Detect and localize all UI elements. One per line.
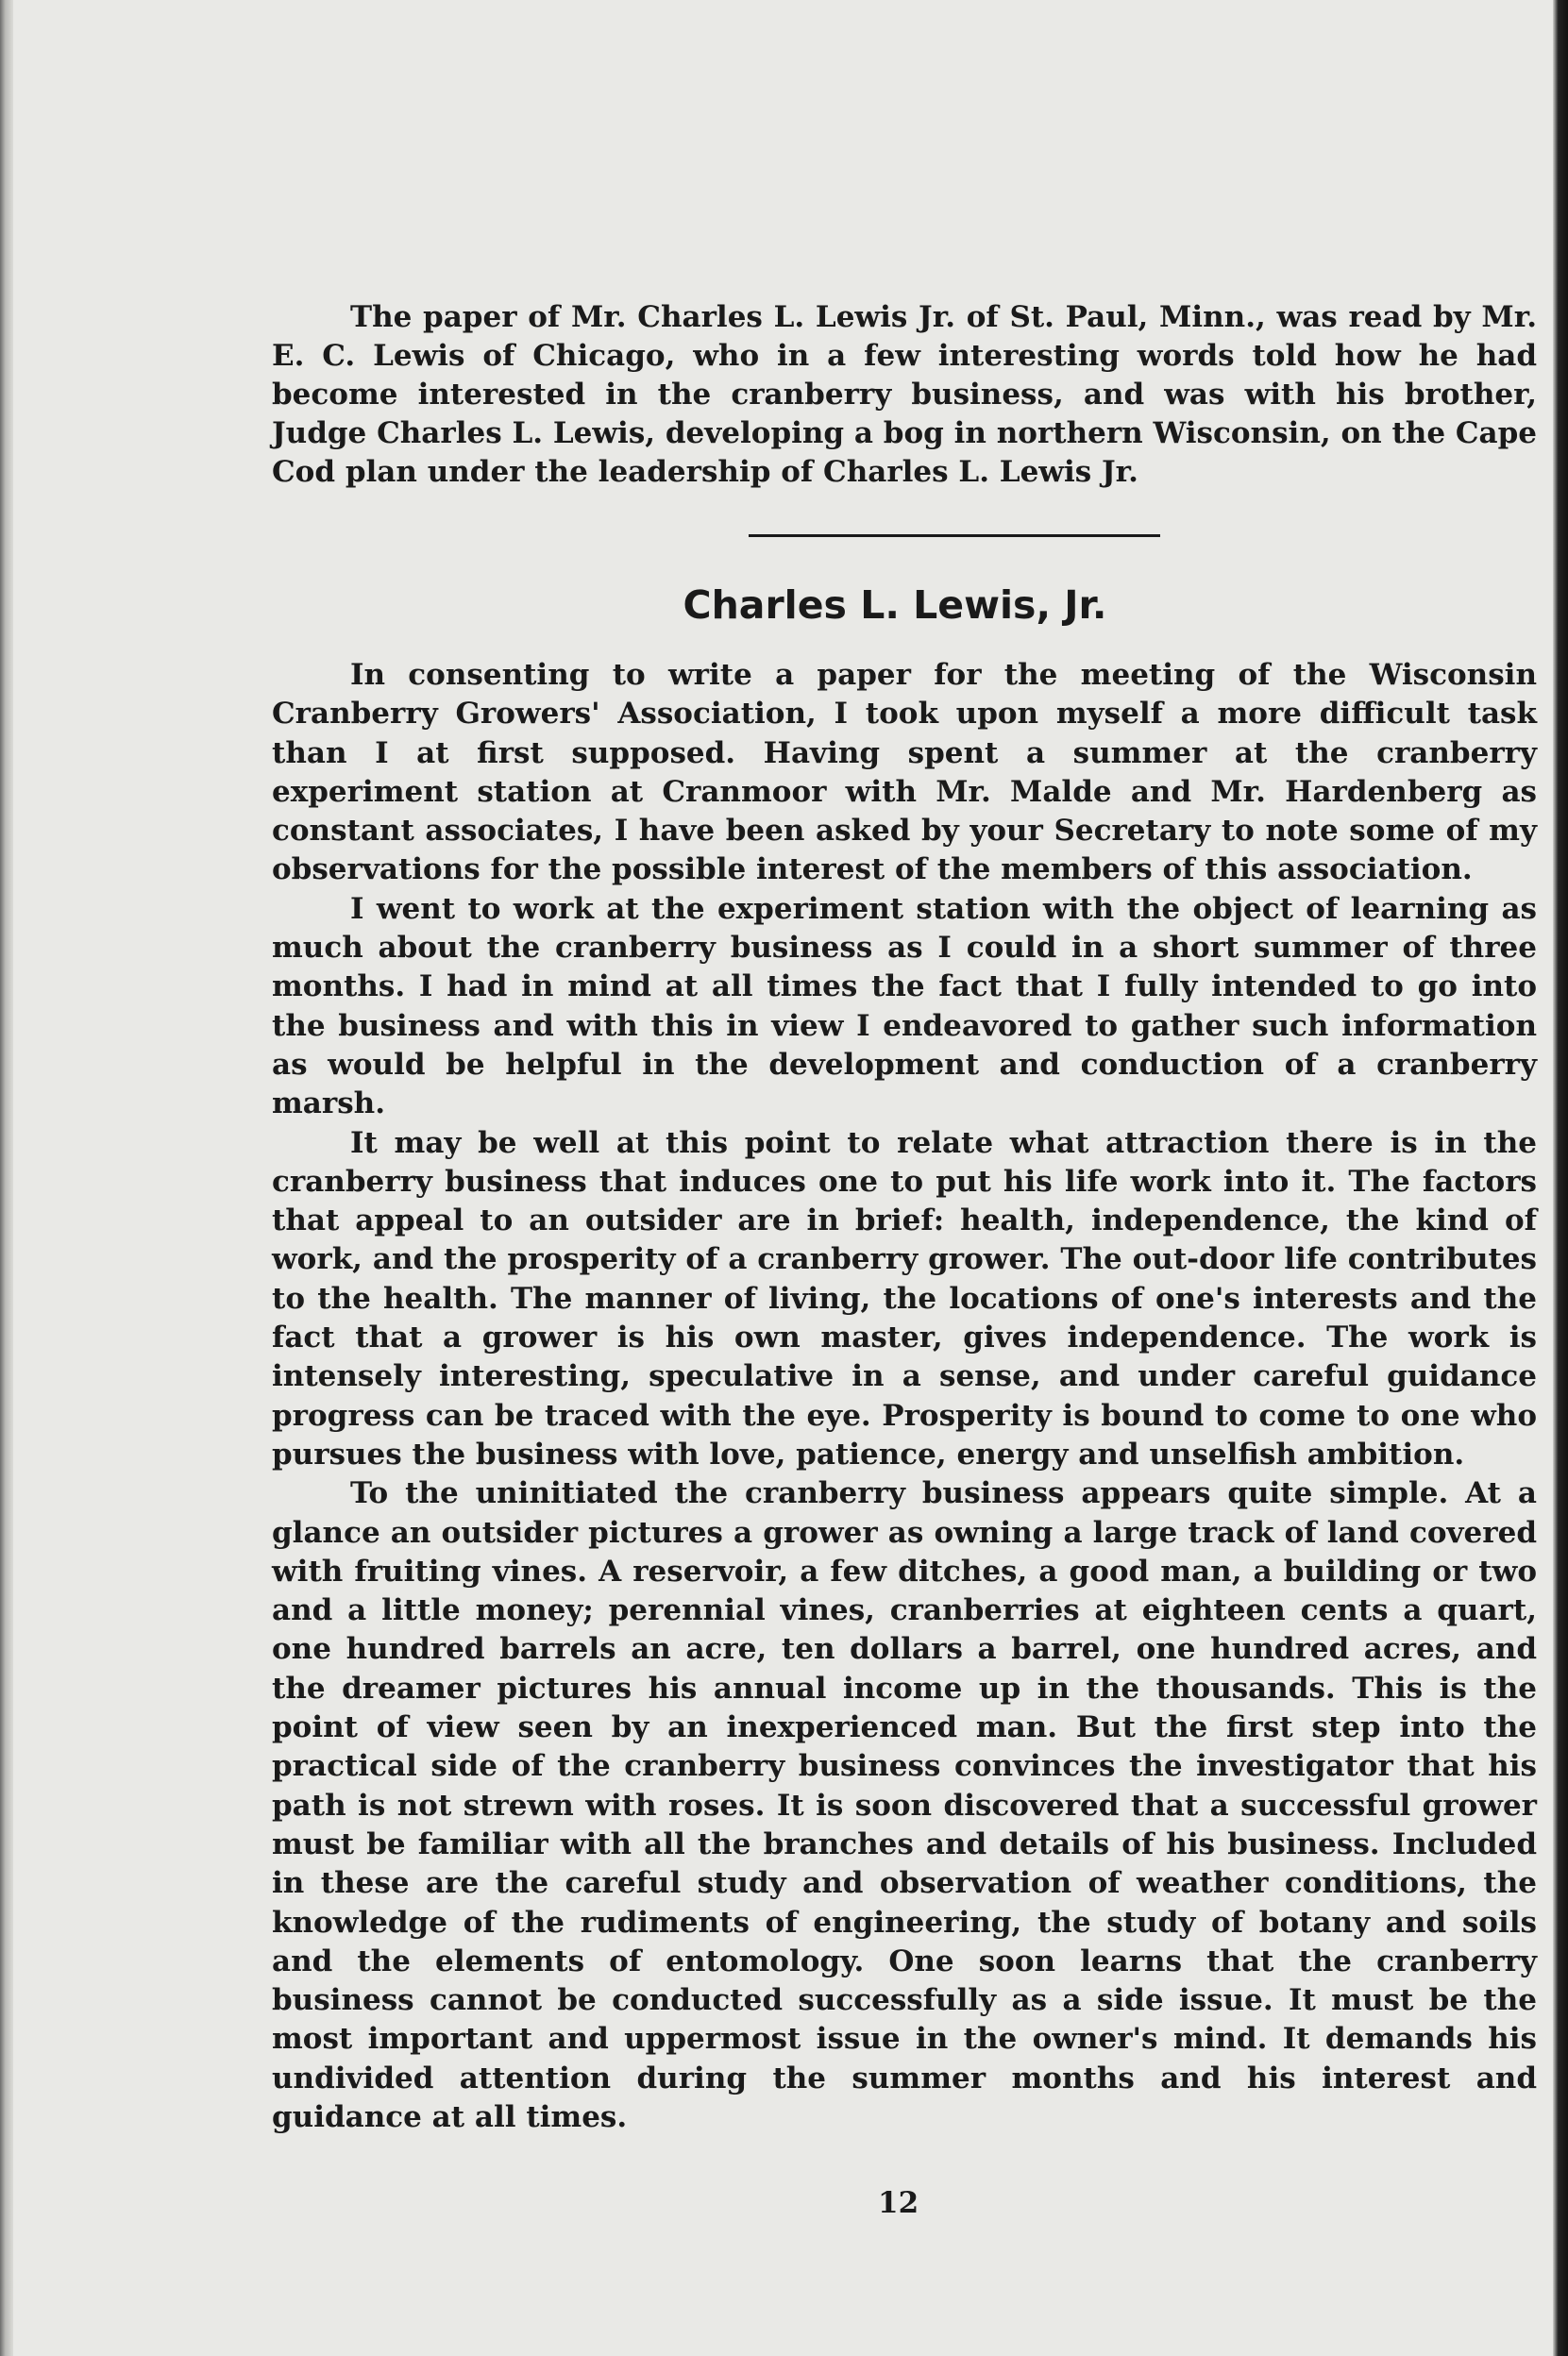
body-paragraph-4: To the uninitiated the cranberry business appears quite simple. At a glance an outsider pictures a grower as owning a large track of land covered with fruiting vines. A reservoir, a few ditches, a good man, a building or two and a little money; perennial vines, cranberries at eighteen cents a quart, one hundred barrels an acre, ten dollars a barrel, one hundred acres, and the dreamer pictures his annual income up in the thousands. This is the point of view seen by an inexperienced man. But the first step into the practical side of the cranberry business convinces the investigator that his path is not strewn with roses. It is soon discovered that a successful grower must be familiar with all the branches and details of his business. Included in these are the careful study and observation of weather conditions, the knowledge of the rudiments of engineering, the study of botany and soils and the elements of entomology. One soon learns that the cranberry business cannot be conducted successfully as a side issue. It must be the most important and uppermost issue in the owner's mind. It demands his undivided attention during the summer months and his interest and guidance at all times.	[272, 1476, 1537, 2134]
body-paragraph-3: It may be well at this point to relate what attraction there is in the cranberry business that induces one to put his life work into it. The factors that appeal to an outsider are in brief: health, independence, the kind of work, and the prosperity of a cranberry grower. The out-door life contributes to the health. The manner of living, the locations of one's interests and the fact that a grower is his own master, gives independence. The work is intensely interesting, speculative in a sense, and under careful guidance progress can be traced with the eye. Prosperity is bound to come to one who pursues the business with love, patience, energy and unselfish ambition.	[272, 1125, 1537, 1472]
section-divider	[749, 534, 1160, 537]
page-edge-shadow	[1553, 0, 1568, 2356]
page-number: 12	[878, 2186, 919, 2220]
book-spine-shadow	[0, 0, 13, 2356]
article-heading: Charles L. Lewis, Jr.	[683, 582, 1107, 628]
body-paragraph-1: In consenting to write a paper for the meeting of the Wisconsin Cranberry Growers' Association, I took upon myself a more difficult task than I at first supposed. Having spent a summer at the cranberry experiment station at Cranmoor with Mr. Malde and Mr. Hardenberg as constant associates, I have been asked by your Secretary to note some of my observations for the possible interest of the members of this association.	[272, 658, 1537, 887]
body-paragraph-2: I went to work at the experiment station with the object of learning as much about the cranberry business as I could in a short summer of three months. I had in mind at all times the fact that I fully intended to go into the business and with this in view I endeavored to gather such information as would be helpful in the development and conduction of a cranberry marsh.	[272, 891, 1537, 1121]
intro-paragraph: The paper of Mr. Charles L. Lewis Jr. of St. Paul, Minn., was read by Mr. E. C. Lewis of Chicago, who in a few interesting words told how he had become interested in the cranberry business, and was with his brother, Judge Charles L. Lewis, developing a bog in northern Wisconsin, on the Cape Cod plan under the leadership of Charles L. Lewis Jr.	[272, 300, 1537, 489]
page-content	[272, 298, 1537, 2137]
